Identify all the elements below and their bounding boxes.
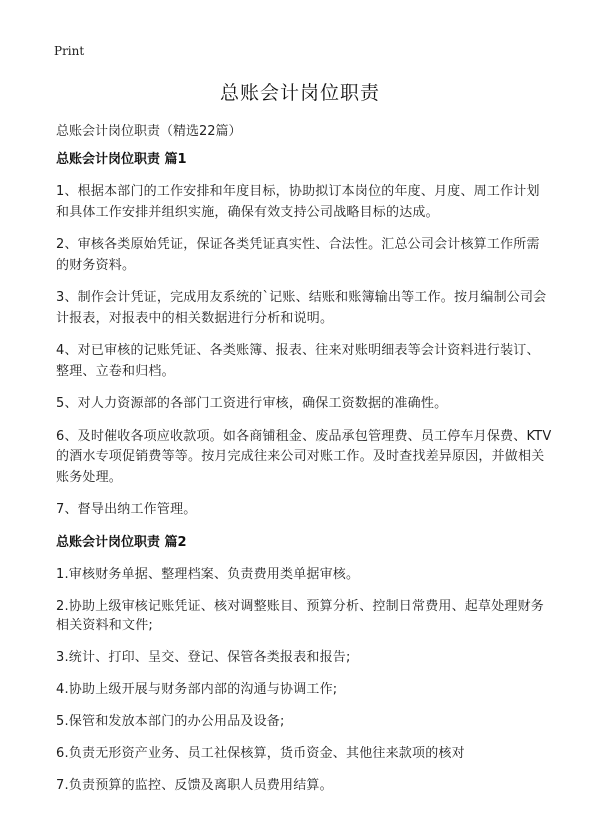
section-2	[56, 533, 552, 795]
list-item: 6、及时催收各项应收款项。如各商铺租金、废品承包管理费、员工停车月保费、KTV的酒水专项促销费等等。按月完成往来公司对账工作。及时查找差异原因，并做相关账务处理。	[56, 428, 552, 485]
print-link[interactable]: Print	[54, 44, 85, 58]
list-item: 2、审核各类原始凭证，保证各类凭证真实性、合法性。汇总公司会计核算工作所需的财务资料。	[56, 237, 540, 273]
section-heading: 总账会计岗位职责 篇2	[56, 534, 187, 550]
document-body	[56, 150, 552, 808]
list-item: 5.保管和发放本部门的办公用品及设备;	[56, 713, 285, 729]
list-item: 5、对人力资源部的各部门工资进行审核，确保工资数据的准确性。	[56, 396, 448, 411]
section-heading: 总账会计岗位职责 篇1	[56, 152, 187, 167]
list-item: 1.审核财务单据、整理档案、负责费用类单据审核。	[56, 566, 360, 582]
list-item: 4、对已审核的记账凭证、各类账簿、报表、往来对账明细表等会计资料进行装订、整理、立卷和归档。	[56, 343, 540, 379]
list-item: 7、督导出纳工作管理。	[56, 502, 197, 517]
list-item: 6.负责无形资产业务、员工社保核算，货币资金、其他往来款项的核对	[56, 745, 465, 761]
list-item: 1、根据本部门的工作安排和年度目标，协助拟订本岗位的年度、月度、周工作计划和具体工作安排并组织实施，确保有效支持公司战略目标的达成。	[56, 184, 540, 220]
list-item: 4.协助上级开展与财务部内部的沟通与协调工作;	[56, 681, 338, 697]
page-title: 总账会计岗位职责	[219, 82, 380, 104]
list-item: 3.统计、打印、呈交、登记、保管各类报表和报告;	[56, 649, 351, 665]
list-item: 7.负责预算的监控、反馈及离职人员费用结算。	[56, 777, 333, 793]
document-subtitle: 总账会计岗位职责（精选22篇）	[56, 124, 242, 139]
section-1	[56, 150, 552, 521]
list-item: 2.协助上级审核记账凭证、核对调整账目、预算分析、控制日常费用、起草处理财务相关资料和文件;	[56, 598, 545, 633]
list-item: 3、制作会计凭证，完成用友系统的`记账、结账和账簿输出等工作。按月编制公司会计报表，对报表中的相关数据进行分析和说明。	[56, 290, 547, 326]
